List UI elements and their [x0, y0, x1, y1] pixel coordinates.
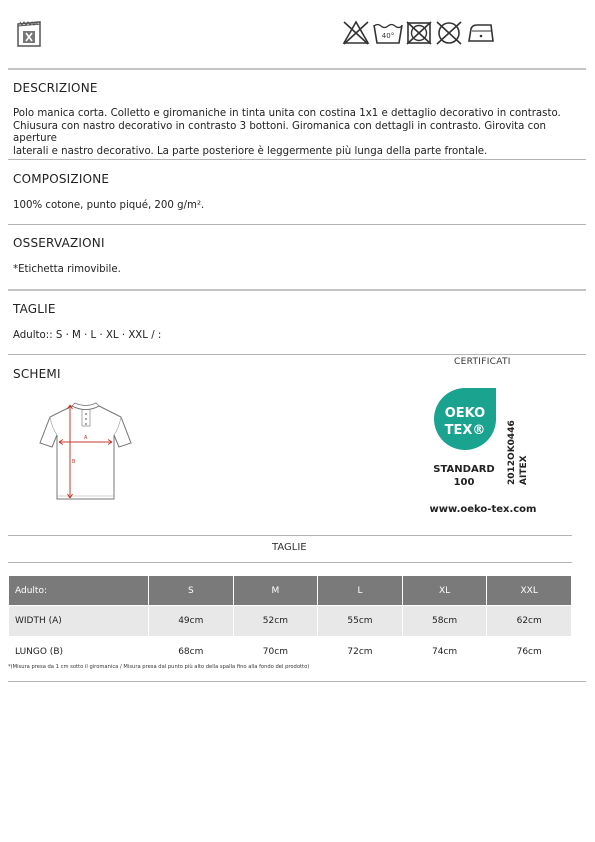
descrizione-text [13, 108, 581, 158]
table-row [9, 637, 571, 667]
standard-text: STANDARD [433, 464, 495, 475]
osservazioni-text: *Etichetta rimovibile. [13, 264, 121, 275]
descrizione-line: Chiusura con nastro decorativo in contrasto 3 bottoni. Giromanica con dettagli in contrasto. Girovita con aperture [13, 120, 546, 145]
polo-diagram [38, 400, 134, 504]
table-cell: 49cm [149, 606, 233, 636]
table-cell: 76cm [487, 637, 571, 667]
care-icons [341, 19, 501, 47]
table-cell: 58cm [403, 606, 487, 636]
oeko-text: OEKO [444, 406, 486, 421]
certificate-code: 2012OK0446 [507, 420, 517, 485]
standard-number: 100 [453, 477, 475, 488]
divider [8, 289, 586, 291]
descrizione-line: laterali e nastro decorativo. La parte posteriore è leggermente più lunga della parte frontale. [13, 145, 488, 157]
polo-outline [40, 406, 131, 499]
section-title-osservazioni: OSSERVAZIONI [13, 236, 105, 250]
composizione-text: 100% cotone, punto piqué, 200 g/m². [13, 200, 205, 211]
table-cell: 55cm [318, 606, 402, 636]
divider [8, 68, 586, 70]
size-table [8, 575, 572, 668]
divider [8, 354, 586, 355]
size-table-header-row [9, 576, 571, 605]
iron-low-icon [469, 25, 493, 41]
table-cell: 74cm [403, 637, 487, 667]
wash-40-icon [374, 25, 402, 44]
divider [8, 159, 586, 160]
no-dry-clean-icon [437, 22, 461, 44]
size-table-footnote: *(Misura presa da 1 cm sotto il giromanica / Misura presa dal punto più alto della spalla fino alla fondo del prodotto) [8, 664, 310, 670]
certificati-title: CERTIFICATI [454, 357, 511, 367]
header-cell: Adulto: [9, 576, 148, 605]
no-bleach-icon [344, 22, 368, 44]
divider [8, 224, 586, 225]
label-icon [16, 20, 42, 48]
wash-temperature: 40° [381, 32, 395, 40]
header-cell: XXL [487, 576, 571, 605]
row-label: LUNGO (B) [9, 637, 148, 667]
table-row [9, 606, 571, 636]
table-cell: 70cm [234, 637, 318, 667]
section-title-schemi: SCHEMI [13, 367, 61, 381]
section-title-composizione: COMPOSIZIONE [13, 172, 110, 186]
table-cell: 72cm [318, 637, 402, 667]
oeko-website: www.oeko-tex.com [429, 504, 537, 515]
oeko-tex-logo [425, 385, 550, 520]
header-cell: L [318, 576, 402, 605]
measure-a-label: A [84, 435, 88, 441]
section-title-taglie: TAGLIE [13, 302, 56, 316]
section-title-descrizione: DESCRIZIONE [13, 81, 98, 95]
size-table-title: TAGLIE [272, 542, 307, 553]
header-cell: XL [403, 576, 487, 605]
table-cell: 52cm [234, 606, 318, 636]
certificate-institute: AITEX [519, 455, 529, 485]
table-cell: 62cm [487, 606, 571, 636]
divider [8, 681, 586, 682]
header-cell: M [234, 576, 318, 605]
tex-text: TEX® [444, 423, 486, 438]
measure-b-label: B [72, 459, 76, 465]
header-cell: S [149, 576, 233, 605]
descrizione-line: Polo manica corta. Colletto e giromaniche in tinta unita con costina 1x1 e dettaglio decorativo in contrasto. [13, 108, 561, 119]
divider [8, 535, 572, 536]
no-tumble-dry-icon [407, 22, 431, 44]
taglie-text: Adulto:: S · M · L · XL · XXL / : [13, 330, 162, 341]
row-label: WIDTH (A) [9, 606, 148, 636]
divider [8, 562, 572, 563]
table-cell: 68cm [149, 637, 233, 667]
